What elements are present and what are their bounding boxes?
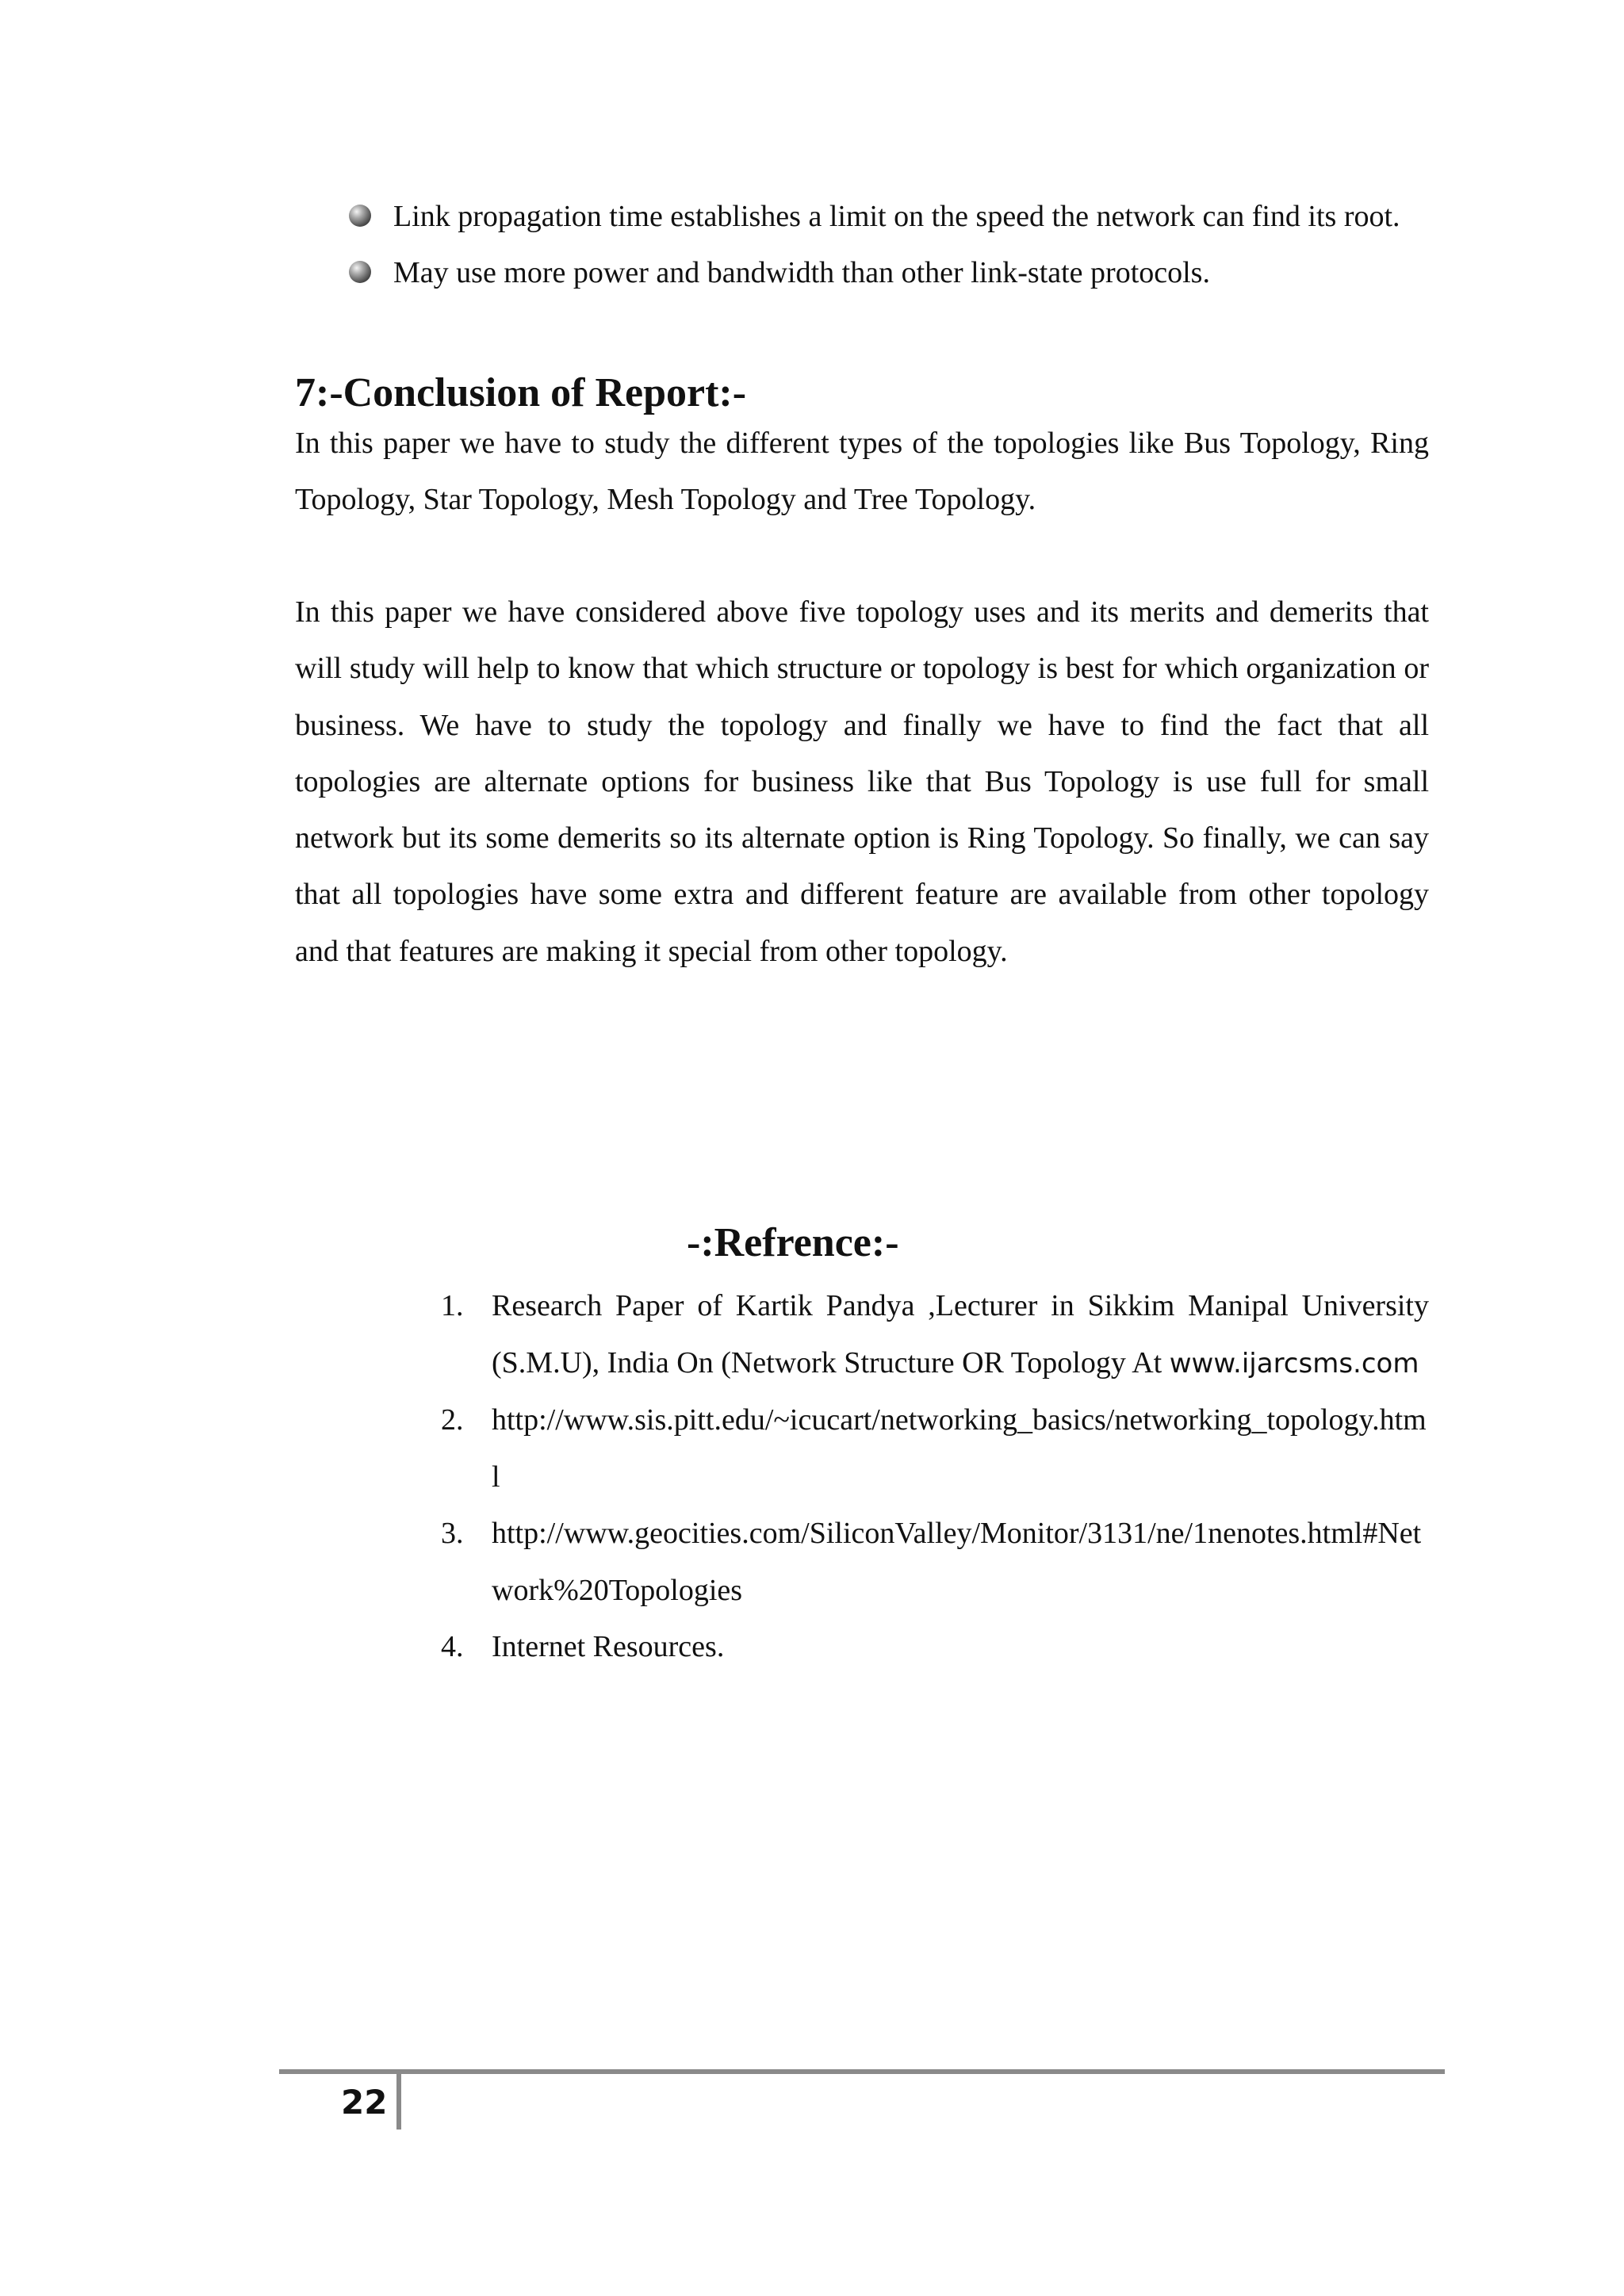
conclusion-paragraph-1: In this paper we have to study the different types of the topologies like Bus Topology, Ring Topology, Star Topology, Mesh Topology and Tree Topology. (295, 427, 1429, 517)
bullet-item (346, 189, 1429, 245)
conclusion-paragraph-2: In this paper we have considered above five topology uses and its merits and demerits that will study will help to know that which structure or topology is best for which organization or business. We have to study the topology and finally we have to find the fact that all topologies are alternate options for business like that Bus Topology is use full for small network but its some demerits so its alternate option is Ring Topology. So finally, we can say that all topologies have some extra and different feature are available from other topology and that features are making it special from other topology. (295, 595, 1429, 968)
reference-item (436, 1278, 1429, 1392)
reference-item (436, 1619, 1429, 1676)
bullet-item (346, 245, 1429, 301)
reference-number: 1. (441, 1289, 464, 1322)
bullet-text: Link propagation time establishes a limit on the speed the network can find its root. (393, 200, 1400, 233)
footer-rule (279, 2069, 1445, 2074)
sphere-bullet-icon (349, 261, 371, 283)
reference-number: 4. (441, 1630, 464, 1663)
reference-text: Research Paper of Kartik Pandya ,Lecturer in Sikkim Manipal University (S.M.U), India On (Network Structure OR Topology At (492, 1289, 1429, 1380)
demerits-bullet-list (346, 189, 1429, 301)
references-heading: -:Refrence:- (687, 1220, 899, 1265)
reference-item (436, 1506, 1429, 1619)
reference-text: Internet Resources. (492, 1630, 725, 1663)
reference-url[interactable]: http://www.geocities.com/SiliconValley/Monitor/3131/ne/1nenotes.html#Network%20Topologies (492, 1517, 1422, 1607)
references-list (436, 1278, 1429, 1676)
footer-divider (396, 2069, 401, 2130)
reference-number: 3. (441, 1517, 464, 1550)
page-number: 22 (341, 2083, 388, 2122)
bullet-text: May use more power and bandwidth than other link-state protocols. (393, 256, 1210, 289)
reference-item (436, 1392, 1429, 1506)
reference-number: 2. (441, 1403, 464, 1437)
reference-link[interactable]: www.ijarcsms.com (1169, 1347, 1419, 1380)
reference-url[interactable]: http://www.sis.pitt.edu/~icucart/networking_basics/networking_topology.html (492, 1403, 1427, 1494)
sphere-bullet-icon (349, 205, 371, 227)
conclusion-heading: 7:-Conclusion of Report:- (295, 370, 747, 415)
